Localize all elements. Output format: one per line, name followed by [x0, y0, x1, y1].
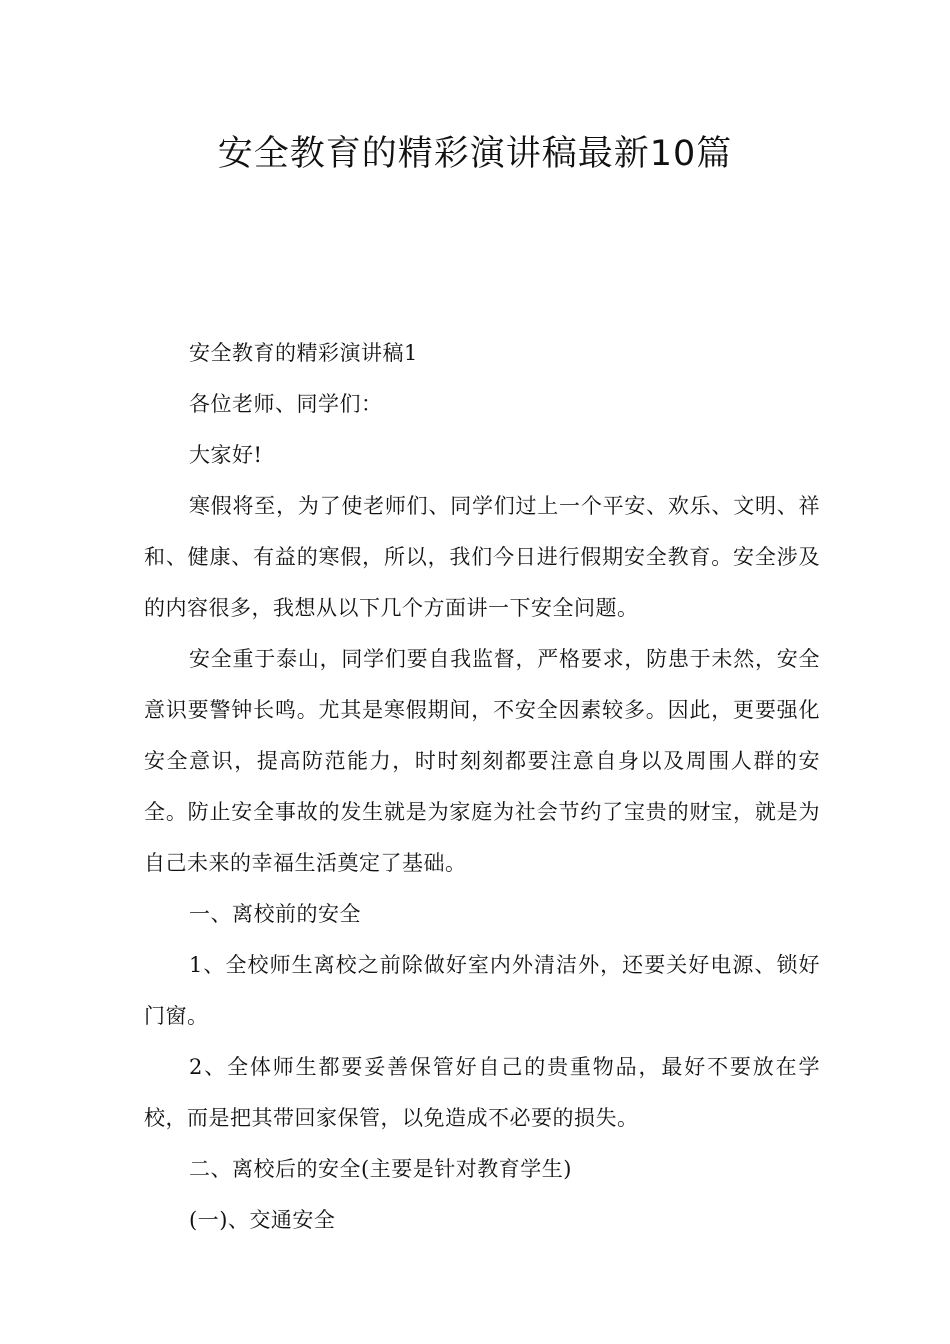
list-item: 2、全体师生都要妥善保管好自己的贵重物品，最好不要放在学校，而是把其带回家保管，以免造成不必要的损失。 [144, 1055, 820, 1130]
subsection-heading: (一)、交通安全 [189, 1208, 336, 1232]
body-paragraph: 安全重于泰山，同学们要自我监督，严格要求，防患于未然，安全意识要警钟长鸣。尤其是寒假期间，不安全因素较多。因此，更要强化安全意识，提高防范能力，时时刻刻都要注意自身以及周围人群的安全。防止安全事故的发生就是为家庭为社会节约了宝贵的财宝，就是为自己未来的幸福生活奠定了基础。 [144, 647, 820, 875]
list-item: 1、全校师生离校之前除做好室内外清洁外，还要关好电源、锁好门窗。 [144, 953, 820, 1028]
section-heading: 二、离校后的安全(主要是针对教育学生) [189, 1157, 572, 1181]
greeting: 大家好! [189, 443, 263, 467]
salutation: 各位老师、同学们： [189, 392, 383, 416]
body-paragraph: 寒假将至，为了使老师们、同学们过上一个平安、欢乐、文明、祥和、健康、有益的寒假，所以，我们今日进行假期安全教育。安全涉及的内容很多，我想从以下几个方面讲一下安全问题。 [144, 494, 820, 620]
speech-heading: 安全教育的精彩演讲稿1 [189, 341, 418, 365]
section-heading: 一、离校前的安全 [189, 902, 361, 926]
document-title: 安全教育的精彩演讲稿最新10篇 [217, 134, 733, 174]
document-body [144, 328, 820, 1246]
